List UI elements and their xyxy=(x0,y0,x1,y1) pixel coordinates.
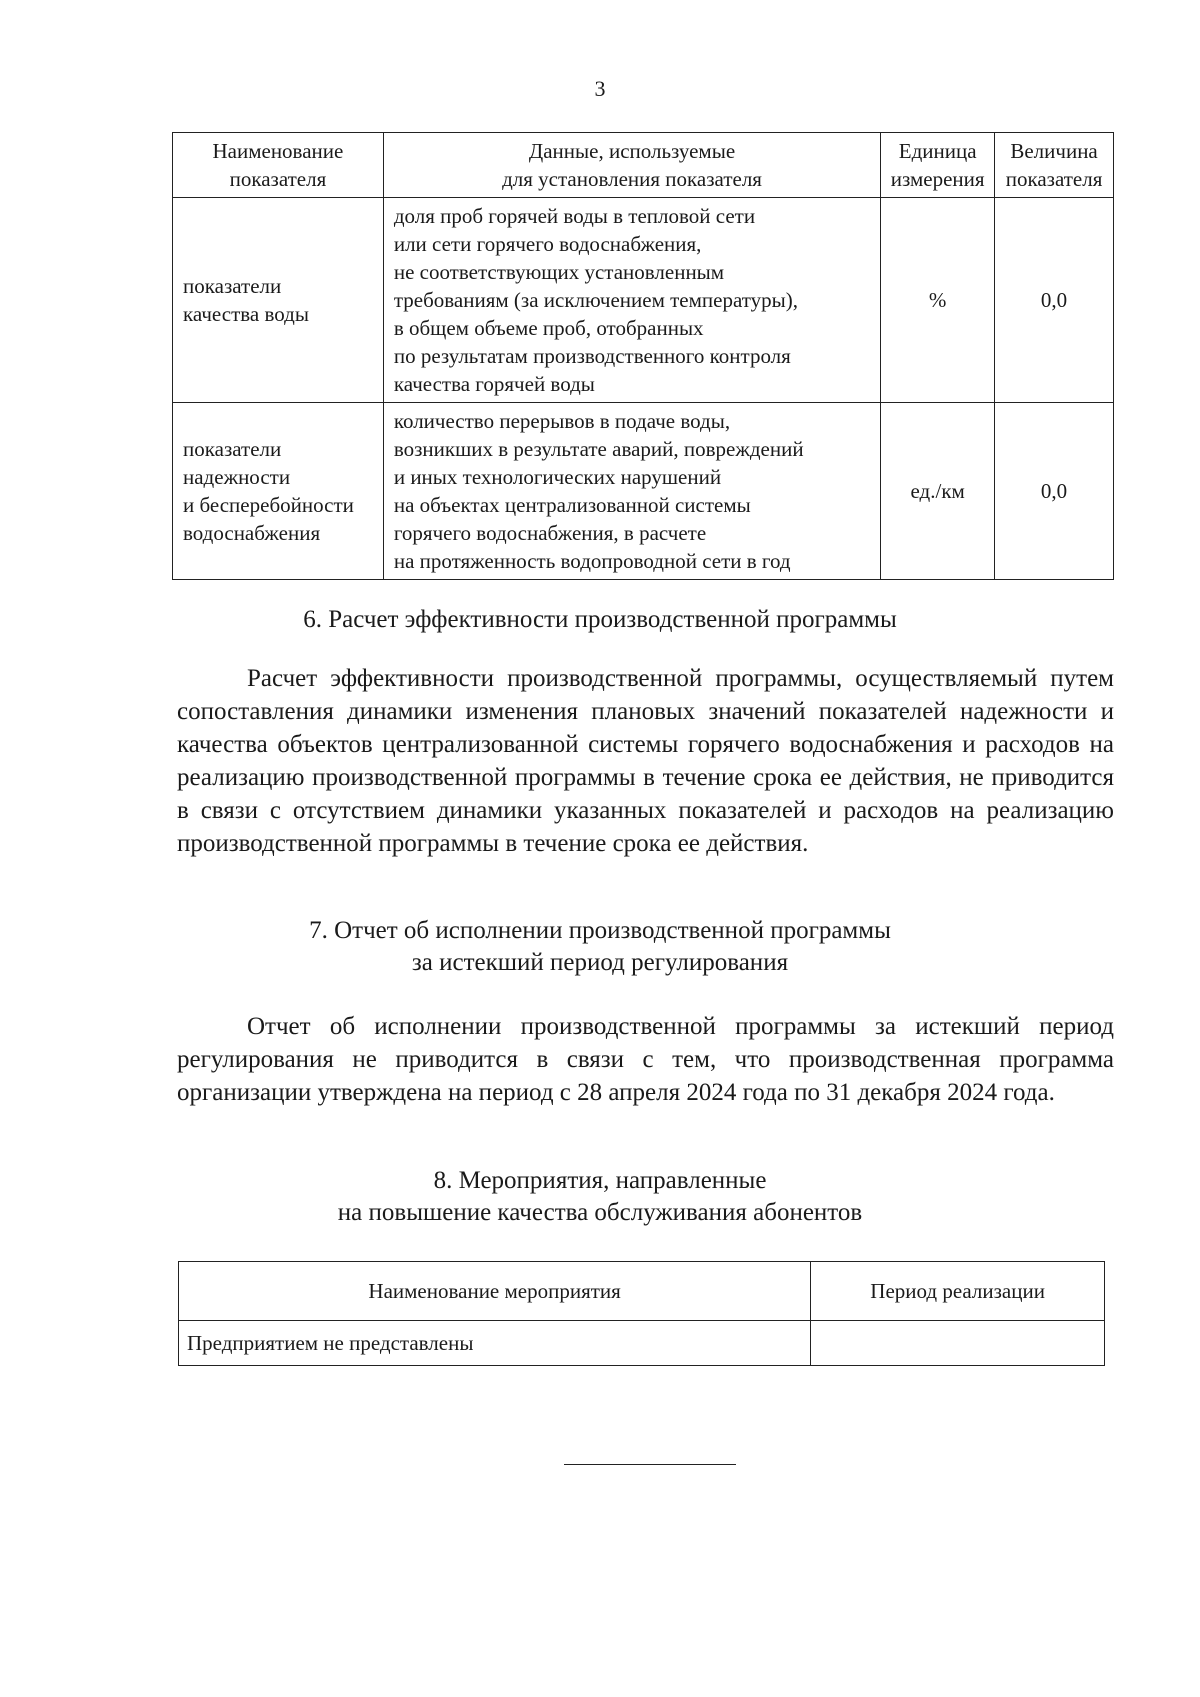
table-header-row xyxy=(173,133,1114,198)
indicator-data-cell: доля проб горячей воды в тепловой сети или сети горячего водоснабжения, не соответствующих установленным требованиям (за исключением температуры), в общем объеме проб, отобранных по результатам производственного контроля качества горячей воды xyxy=(383,198,880,403)
unit-cell: ед./км xyxy=(881,403,995,580)
value-cell: 0,0 xyxy=(995,403,1114,580)
unit-cell: % xyxy=(881,198,995,403)
section-7-body: Отчет об исполнении производственной программы за истекший период регулирования не приводится в связи с тем, что производственная программа организации утверждена на период с 28 апреля 2024 года по 31 декабря 2024 года. xyxy=(177,1013,1114,1106)
header-measure-name: Наименование мероприятия xyxy=(179,1262,811,1321)
header-indicator-data: Данные, используемые для установления показателя xyxy=(383,133,880,198)
header-indicator-name: Наименование показателя xyxy=(173,133,384,198)
section-7-title: 7. Отчет об исполнении производственной программы за истекший период регулирования xyxy=(309,917,891,976)
indicator-data-cell: количество перерывов в подаче воды, возникших в результате аварий, повреждений и иных технологических нарушений на объектах централизованной системы горячего водоснабжения, в расчете на протяженность водопроводной сети в год xyxy=(383,403,880,580)
table-header-row xyxy=(179,1262,1105,1321)
page-number: 3 xyxy=(594,76,606,101)
measure-name-cell: Предприятием не представлены xyxy=(179,1321,811,1366)
table-row xyxy=(173,403,1114,580)
indicator-name-cell: показатели надежности и бесперебойности водоснабжения xyxy=(173,403,384,580)
header-unit: Единица измерения xyxy=(881,133,995,198)
header-value: Величина показателя xyxy=(995,133,1114,198)
section-8-title: 8. Мероприятия, направленные на повышение качества обслуживания абонентов xyxy=(337,1167,863,1226)
measures-table xyxy=(178,1261,1105,1366)
table-row xyxy=(179,1321,1105,1366)
closing-rule xyxy=(564,1464,736,1465)
header-period: Период реализации xyxy=(811,1262,1105,1321)
indicators-table xyxy=(172,132,1114,580)
section-6-body: Расчет эффективности производственной программы, осуществляемый путем сопоставления динамики изменения плановых значений показателей надежности и качества объектов централизованной системы горячего водоснабжения и расходов на реализацию производственной программы в течение срока ее действия, не приводится в связи с отсутствием динамики указанных показателей и расходов на реализацию производственной программы в течение срока ее действия. xyxy=(177,665,1114,857)
section-6-title: 6. Расчет эффективности производственной программы xyxy=(303,606,897,633)
table-row xyxy=(173,198,1114,403)
value-cell: 0,0 xyxy=(995,198,1114,403)
indicator-name-cell: показатели качества воды xyxy=(173,198,384,403)
period-cell xyxy=(811,1321,1105,1366)
